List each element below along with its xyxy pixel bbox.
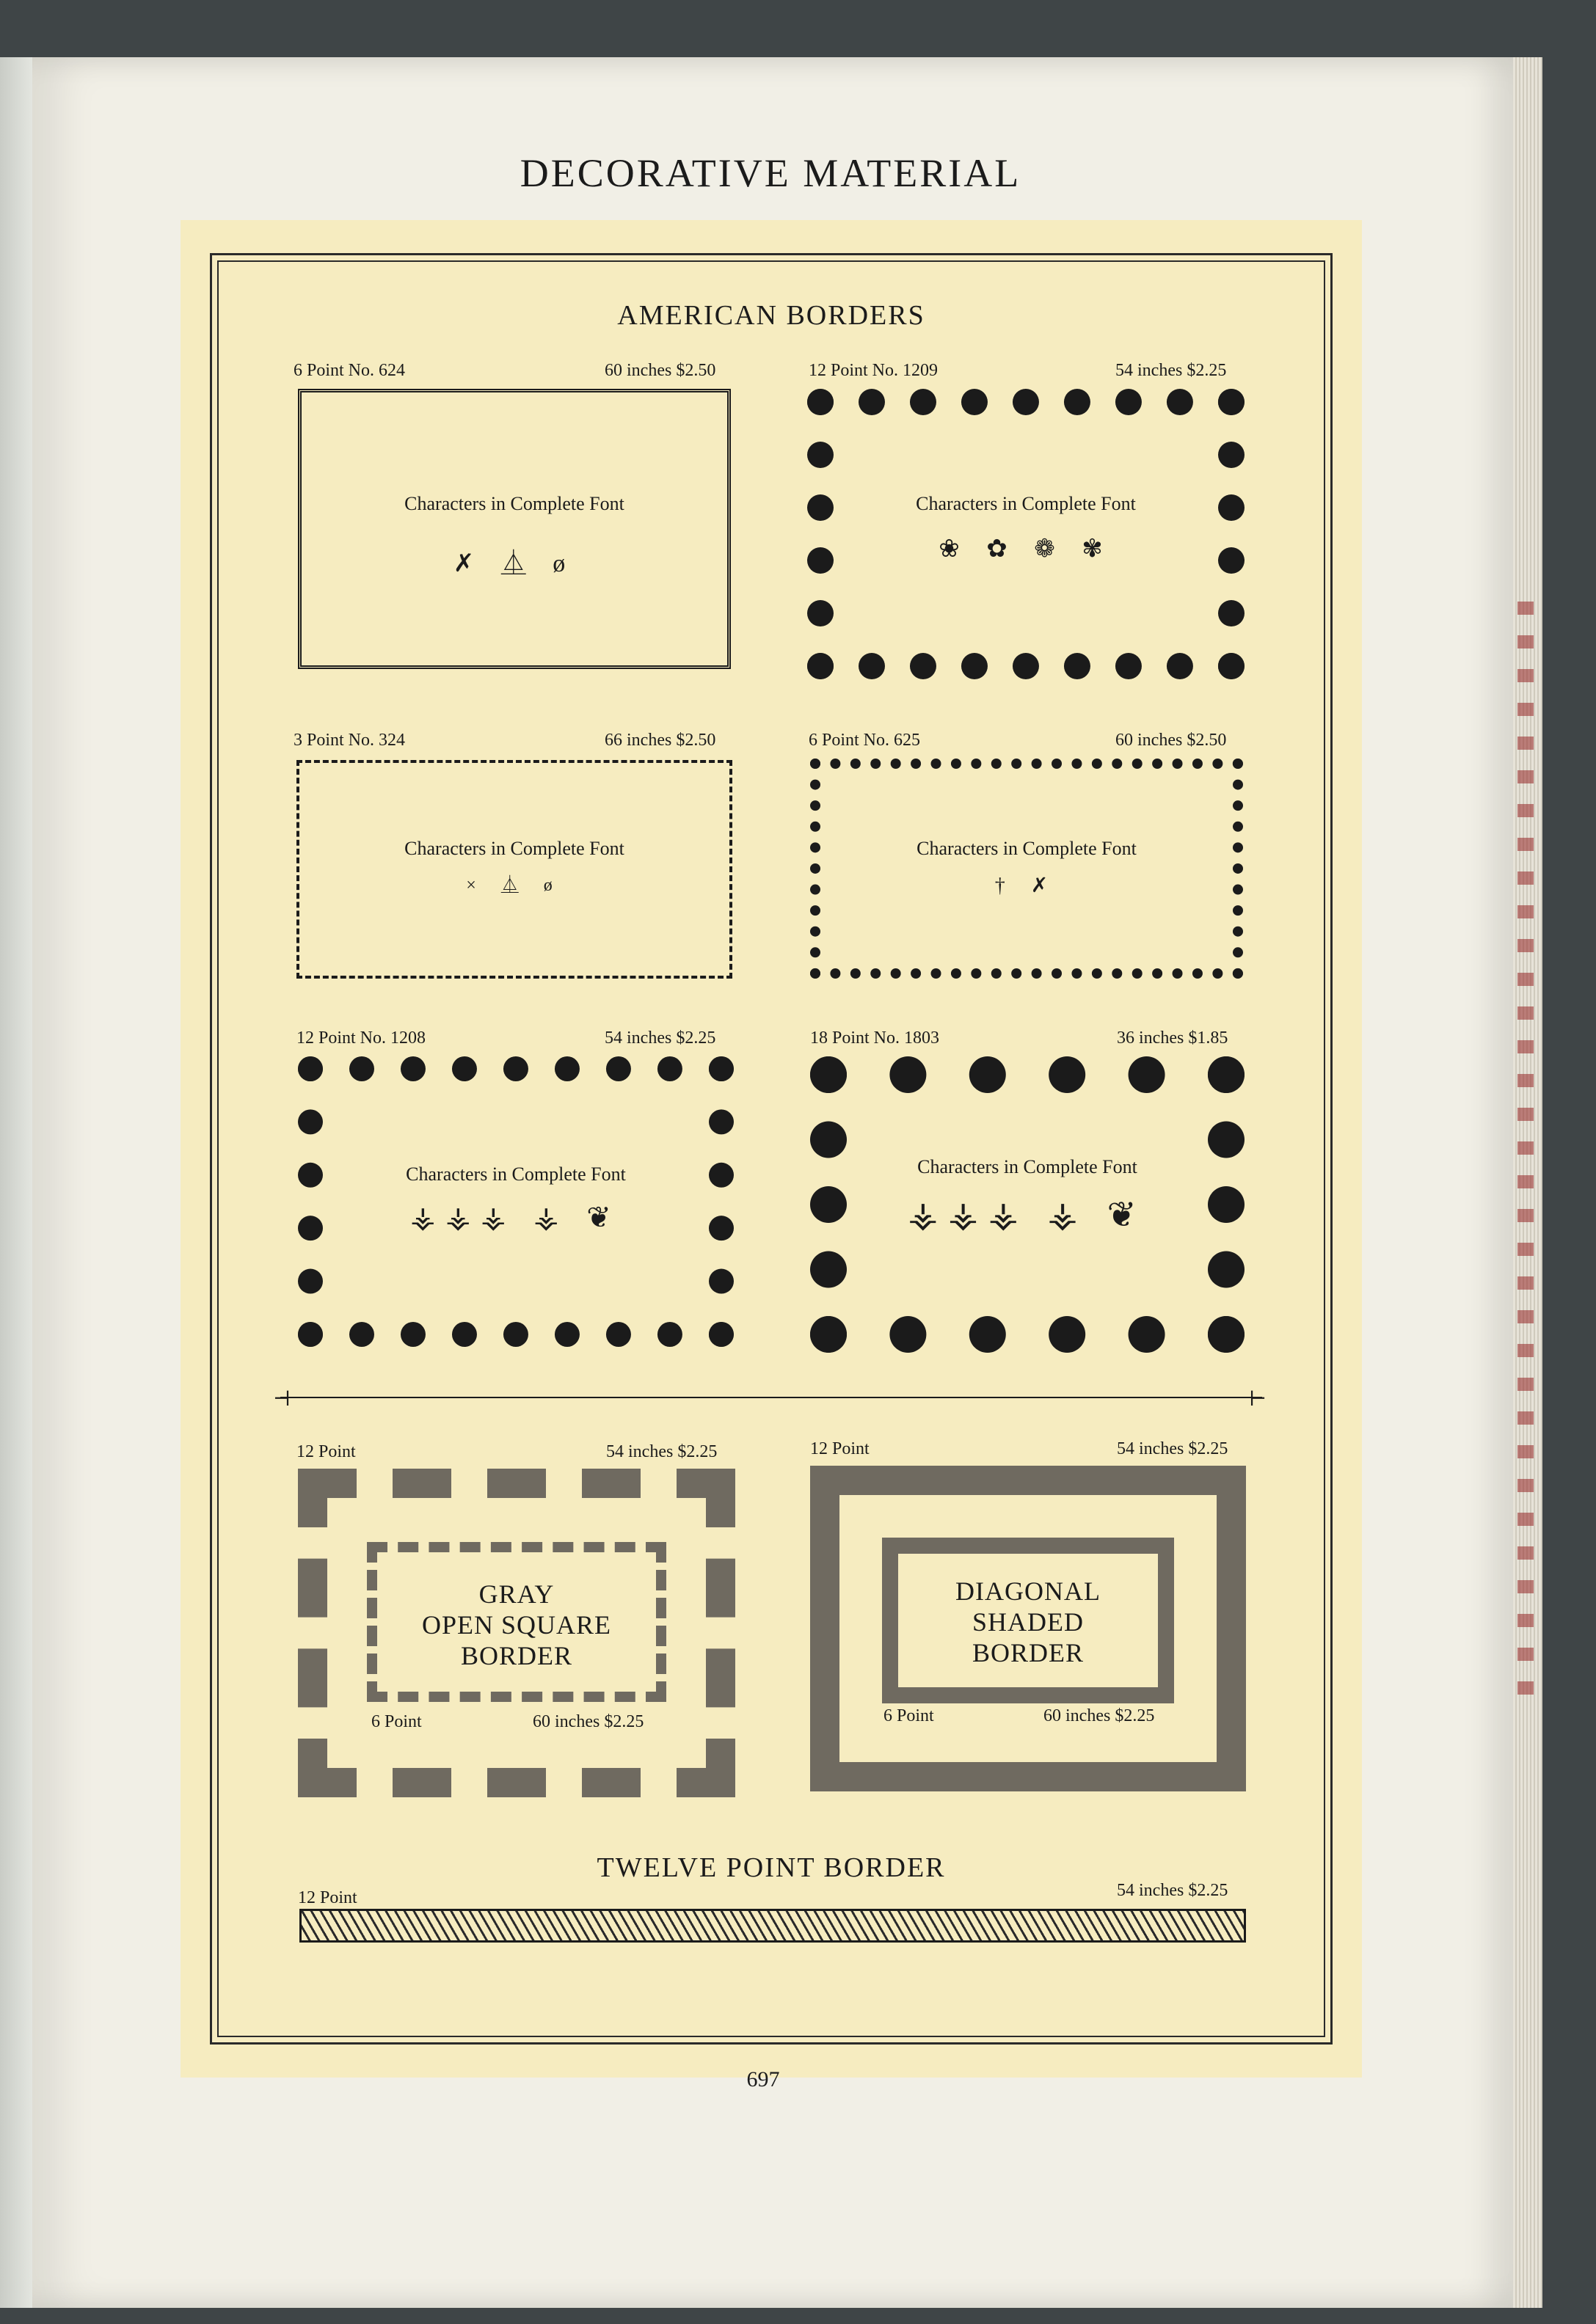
twelve-point-title: TWELVE POINT BORDER <box>597 1852 946 1883</box>
page-number: 697 <box>746 2067 780 2091</box>
gray-border-title <box>367 1579 666 1671</box>
border-324-label: 3 Point No. 324 <box>294 731 406 750</box>
border-1208-label: 12 Point No. 1208 <box>296 1028 426 1048</box>
border-625-label: 6 Point No. 625 <box>809 731 921 750</box>
border-624-glyphs: ✗ ⏅ ø <box>453 550 576 577</box>
border-1208-price: 54 inches $2.25 <box>605 1028 716 1048</box>
section-divider <box>280 1397 1262 1398</box>
gray-border-label: 12 Point <box>296 1442 356 1461</box>
border-624-frame <box>298 389 731 669</box>
diagonal-inner-point: 6 Point <box>883 1706 934 1725</box>
border-1208-caption: Characters in Complete Font <box>406 1163 626 1185</box>
gray-line-1: GRAY <box>478 1579 555 1609</box>
divider-right-ornament: ⊢ <box>1249 1388 1267 1411</box>
border-324-glyphs: × ⏅ ø <box>466 876 563 895</box>
diagonal-border-label: 12 Point <box>810 1439 870 1458</box>
border-1209-glyphs: ❀ ✿ ❁ ✾ <box>939 536 1113 563</box>
border-324-frame <box>296 760 732 979</box>
border-624-label: 6 Point No. 624 <box>294 361 406 380</box>
border-625-glyphs: † ✗ <box>994 874 1059 897</box>
border-1803-glyphs: ⚶⚶⚶ ⚶ ❦ <box>908 1196 1147 1235</box>
twelve-point-price: 54 inches $2.25 <box>1117 1881 1228 1900</box>
section-title: AMERICAN BORDERS <box>617 300 925 331</box>
gray-line-3: BORDER <box>460 1641 573 1670</box>
diagonal-line-1: DIAGONAL <box>955 1576 1101 1606</box>
border-324-caption: Characters in Complete Font <box>404 838 624 859</box>
border-1208-glyphs: ⚶⚶⚶ ⚶ ❦ <box>410 1201 622 1234</box>
gray-inner-price: 60 inches $2.25 <box>533 1712 644 1731</box>
border-324-price: 66 inches $2.50 <box>605 731 716 750</box>
diagonal-line-3: BORDER <box>972 1638 1085 1667</box>
gray-inner-point: 6 Point <box>371 1712 422 1731</box>
twelve-point-label: 12 Point <box>298 1888 357 1907</box>
diagonal-inner-price: 60 inches $2.25 <box>1043 1706 1155 1725</box>
border-624-price: 60 inches $2.50 <box>605 361 716 380</box>
border-1803-label: 18 Point No. 1803 <box>810 1028 940 1048</box>
border-1803-price: 36 inches $1.85 <box>1117 1028 1228 1048</box>
diagonal-line-2: SHADED <box>972 1607 1084 1637</box>
twelve-point-border-strip <box>299 1909 1246 1943</box>
border-1803-caption: Characters in Complete Font <box>917 1156 1137 1177</box>
diagonal-border-title <box>882 1576 1174 1668</box>
border-625-price: 60 inches $2.50 <box>1115 731 1227 750</box>
gray-border-price: 54 inches $2.25 <box>606 1442 718 1461</box>
diagonal-border-price: 54 inches $2.25 <box>1117 1439 1228 1458</box>
gray-line-2: OPEN SQUARE <box>421 1610 612 1640</box>
border-1209-price: 54 inches $2.25 <box>1115 361 1227 380</box>
border-624-caption: Characters in Complete Font <box>404 493 624 514</box>
page-edge-stain <box>1517 602 1534 1702</box>
border-625-caption: Characters in Complete Font <box>917 838 1137 859</box>
border-625-frame <box>810 759 1243 979</box>
border-1209-caption: Characters in Complete Font <box>916 493 1136 514</box>
divider-left-ornament: ⊣ <box>273 1388 291 1411</box>
border-1209-label: 12 Point No. 1209 <box>809 361 939 380</box>
page-header: DECORATIVE MATERIAL <box>520 151 1021 195</box>
